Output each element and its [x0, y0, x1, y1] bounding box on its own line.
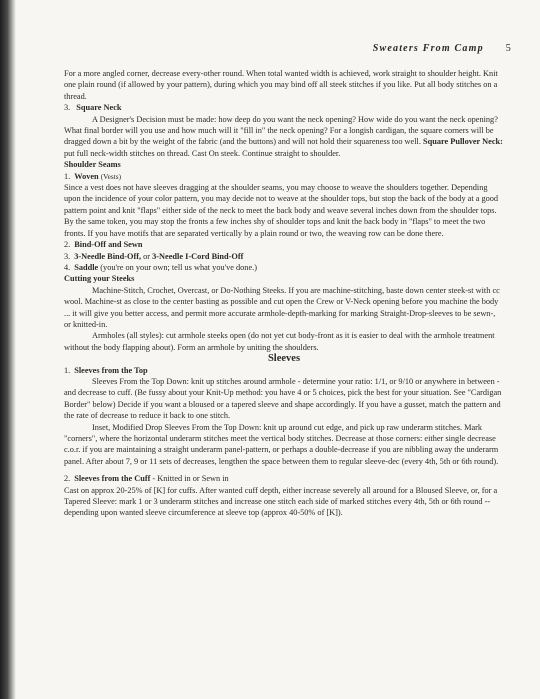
intro-paragraph: For a more angled corner, decrease every-other round. When total wanted width is achieved, work straight to shoulder height. Knit one plain round (if allowed by your pattern), during which you may bind off all steek stitches if you like. Put all body stitches on a thread. — [64, 69, 498, 101]
cutting-steeks-paragraph-1: Machine-Stitch, Crochet, Overcast, or Do-Nothing Steeks. If you are machine-stitching, baste down center steek-st with cc wool. Machine-st as close to the center basting as possible and cut open the Crew or V-Neck opening before you machine the body ... it will give you better access, and permit more accurate armhole-depth-marking for marking Straight-Drop-sleeves to be sewn-, or knitted-in. — [64, 285, 500, 329]
running-header — [373, 43, 512, 54]
item-note: (Vests) — [100, 171, 122, 181]
square-neck-text-a: A Designer's Decision must be made: how deep do you want the neck opening? How wide do you want the neck opening? What final border will you use and how much will it "fill in" the neck opening? For a longish cardigan, the square corners will be dragged down a bit by the weight of the fabric (and the buttons) and will not hold their squareness too well. — [64, 114, 498, 147]
item-label: Sleeves from the Top — [74, 365, 148, 375]
item-note: (you're on your own; tell us what you've done.) — [100, 262, 257, 272]
sleeves-heading: Sleeves — [267, 353, 301, 365]
square-neck-heading — [64, 102, 504, 113]
shoulder-seams-paragraph: Since a vest does not have sleeves dragging at the shoulder seams, you may choose to weave the shoulders together. Depending upon the incidence of your color pattern, you may decide not to weave at the shoulder tops, but stop the back of the body at a good pattern point and knit "flaps" either side of the neck to meet the back body and weave several inches down from the shoulder tops. By the same token, you may stop the fronts a few inches shy of shoulder tops and knit the back body in "flaps" to meet the two fronts. If you have motifs that are separated vertically by a plain round or two, the weaving row can be done there. — [64, 183, 499, 238]
item-label: Saddle — [74, 262, 99, 272]
item-label: Bind-Off and Sewn — [74, 240, 143, 250]
shoulder-item-woven — [64, 171, 504, 182]
item-number: 1. — [64, 365, 71, 375]
item-label: Woven — [74, 171, 99, 181]
sleeves-item-1-heading — [64, 365, 504, 376]
sleeves-top-paragraph-2: Inset, Modified Drop Sleeves From the Top Down: knit up around cut edge, and pick up raw underarm stitches. Mark "corners", where the horizontal underarm stitches meet the vertical body stitches. Decrease at those corners: either single decrease c.o.r. if you are maintaining a straight underarm panel-pattern, or perhaps a double-decrease if you are nibbling away the underarm panel. After about 7, 9 or 11 sets of decreases, lengthen the space between them to regular sleeve-dec (every 4th, 5th or 6th round). — [64, 422, 499, 466]
shoulder-item-saddle — [64, 262, 504, 273]
item-suffix: - Knitted in or Sewn in — [150, 474, 229, 484]
item-number: 1. — [64, 171, 71, 181]
sleeves-item-2-heading — [64, 473, 504, 484]
item-connector: or — [141, 251, 153, 261]
item-number: 2. — [64, 474, 71, 484]
cutting-steeks-paragraph-2: Armholes (all styles): cut armhole steeks open (do not yet cut body-front as it is easier to deal with the armhole treatment without the body flapping about). Form an armhole by uniting the shoulders. — [64, 331, 495, 352]
shoulder-item-3-needle — [64, 251, 504, 262]
square-pullover-neck-label: Square Pullover Neck: — [423, 137, 503, 147]
sleeves-top-paragraph-1: Sleeves From the Top Down: knit up stitches around armhole - determine your ratio: 1/1, or 9/10 or anywhere in between - and decrease to cuff. (Be fussy about your Knit-Up method: you have 4 or 5 choices, pick the best for your situation. See "Cardigan Border" below) Decide if you want a bloused or a tapered sleeve and shape accordingly. If you have a gusset, match the pattern and the rate of decrease to reduce it back to one stitch. — [64, 376, 502, 421]
item-number: 4. — [64, 262, 71, 272]
item-number: 3. — [64, 251, 71, 261]
shoulder-item-bind-off — [64, 239, 504, 250]
square-neck-number: 3. — [64, 103, 71, 113]
square-neck-title: Square Neck — [76, 103, 122, 113]
header-title: Sweaters From Camp — [372, 43, 484, 54]
item-label: Sleeves from the Cuff — [74, 474, 151, 484]
page-content — [64, 68, 504, 519]
item-number: 2. — [64, 240, 71, 250]
square-neck-text-b: put full neck-width stitches on thread. Cast On steek. Continue straight to shoulder. — [64, 148, 341, 158]
item-label-a: 3-Needle Bind-Off, — [74, 251, 142, 261]
book-binding-shadow — [0, 0, 16, 699]
cutting-steeks-heading: Cutting your Steeks — [64, 274, 135, 284]
sleeves-cuff-paragraph: Cast on approx 20-25% of [K] for cuffs. After wanted cuff depth, either increase severely all around for a Bloused Sleeve, or, for a Tapered Sleeve: mark 1 or 3 underarm stitches and increase one stitch each side of marked stitches every 4th, 5th or 6th round -- depending upon wanted sleeve circumference at sleeve top (approx 40-50% of [K]). — [64, 485, 498, 518]
shoulder-seams-heading: Shoulder Seams — [64, 160, 121, 170]
square-neck-paragraph — [64, 114, 504, 160]
page-number: 5 — [505, 43, 512, 54]
item-label-b: 3-Needle I-Cord Bind-Off — [152, 251, 244, 261]
